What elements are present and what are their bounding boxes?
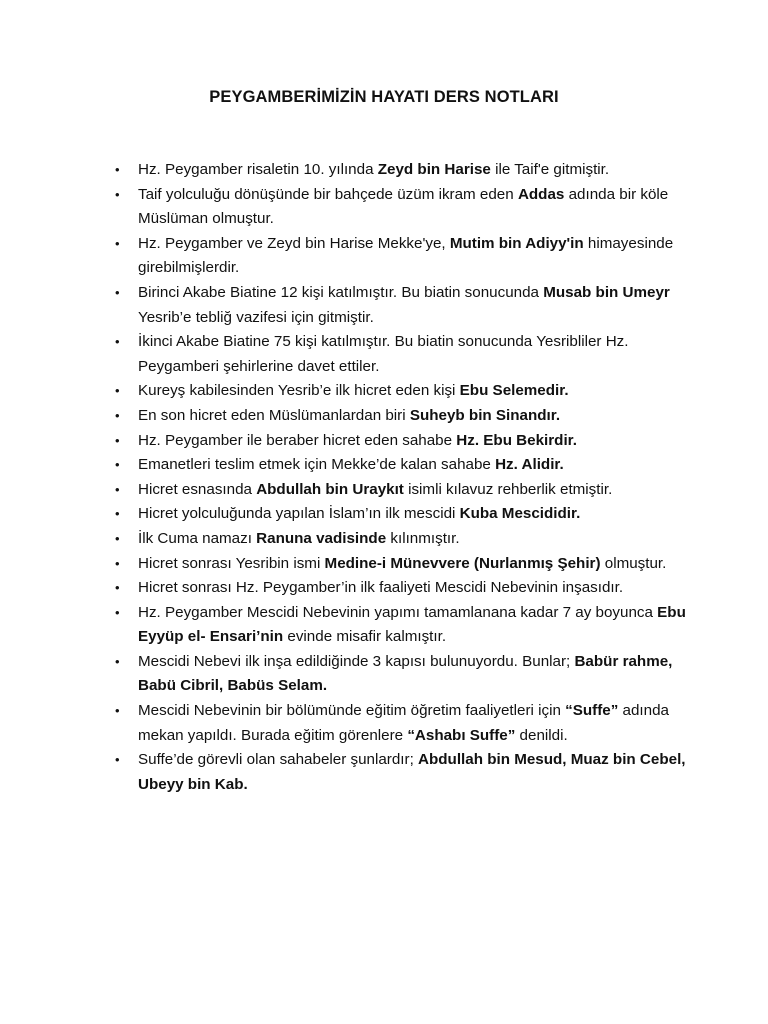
list-item — [112, 502, 692, 527]
bullet-icon: • — [115, 284, 120, 300]
bullet-icon: • — [115, 530, 120, 546]
list-item — [112, 478, 692, 503]
item-text: adında mekan yapıldı. Burada eğitim görenlere — [138, 702, 669, 744]
list-item — [112, 650, 692, 699]
item-text: Hz. Peygamber ile beraber hicret eden sahabe — [138, 431, 457, 449]
item-text: Mescidi Nebevinin bir bölümünde eğitim öğretim faaliyetleri için — [138, 702, 566, 720]
bullet-icon: • — [115, 432, 120, 448]
bold-text: “Ashabı Suffe” — [407, 726, 516, 744]
bold-text: Musab bin Umeyr — [543, 283, 670, 301]
list-item — [112, 404, 692, 429]
bullet-icon: • — [115, 407, 120, 423]
list-item — [112, 429, 692, 454]
bullet-icon: • — [115, 555, 120, 571]
list-item — [112, 748, 692, 797]
list-item — [112, 552, 692, 577]
bold-text: Abdullah bin Uraykıt — [256, 480, 404, 498]
bold-text: “Suffe” — [565, 702, 619, 720]
item-text: Taif yolculuğu dönüşünde bir bahçede üzüm ikram eden — [138, 185, 518, 203]
list-item — [112, 330, 692, 379]
bold-text: Addas — [517, 185, 565, 203]
item-text: Hz. Peygamber ve Zeyd bin Harise Mekke'ye, — [138, 234, 450, 252]
bold-text: Medine-i Münevvere (Nurlanmış Şehir) — [324, 554, 601, 572]
bullet-icon: • — [115, 580, 120, 596]
bullet-icon: • — [115, 481, 120, 497]
bold-text: Ebu Eyyüp el- Ensari’nin — [138, 603, 686, 646]
item-text: Hz. Peygamber risaletin 10. yılında — [138, 161, 378, 178]
item-text: Hz. Peygamber Mescidi Nebevinin yapımı tamamlanana kadar 7 ay boyunca — [138, 603, 658, 621]
bold-text: Ranuna vadisinde — [256, 529, 387, 547]
bold-text: Suheyb bin Sinandır. — [409, 406, 561, 424]
item-text: ile Taif'e gitmiştir. — [490, 161, 610, 178]
bold-text: Kuba Mescididir. — [459, 505, 581, 523]
list-item — [112, 232, 692, 281]
list-item — [112, 183, 692, 232]
list-item — [112, 601, 692, 650]
bold-text: Babür rahme, Babü Cibril, Babüs Selam. — [138, 652, 673, 695]
bullet-icon: • — [115, 604, 120, 620]
bullet-icon: • — [115, 383, 120, 399]
bullet-icon: • — [115, 334, 120, 350]
list-item — [112, 699, 692, 748]
bullet-icon: • — [115, 752, 120, 768]
item-text: isimli kılavuz rehberlik etmiştir. — [403, 480, 613, 498]
bullet-icon: • — [115, 506, 120, 522]
item-text: olmuştur. — [600, 554, 667, 572]
item-text: Hicret sonrası Hz. Peygamber’in ilk faaliyeti Mescidi Nebevinin inşasıdır. — [138, 579, 624, 597]
bullet-icon: • — [115, 457, 120, 473]
item-text: evinde misafir kalmıştır. — [283, 628, 447, 646]
item-text: Hicret sonrası Yesribin ismi — [138, 554, 325, 572]
notes-list — [112, 158, 692, 797]
list-item — [112, 576, 692, 601]
item-text: Emanetleri teslim etmek için Mekke’de kalan sahabe — [138, 456, 496, 474]
list-item — [112, 527, 692, 552]
item-text: Birinci Akabe Biatine 12 kişi katılmıştır. Bu biatin sonucunda — [138, 283, 544, 301]
bullet-icon: • — [115, 703, 120, 719]
item-text: Suffe’de görevli olan sahabeler şunlardır; — [138, 751, 419, 769]
item-text: denildi. — [515, 726, 568, 744]
bold-text: Mutim bin Adiyy'in — [449, 234, 584, 252]
list-item — [112, 379, 692, 404]
list-item — [112, 158, 692, 183]
item-text: adında bir köle Müslüman olmuştur. — [138, 185, 669, 228]
bullet-icon: • — [115, 186, 120, 202]
item-text: En son hicret eden Müslümanlardan biri — [138, 406, 410, 424]
bold-text: Abdullah bin Mesud, Muaz bin Cebel, Ubeyy bin Kab. — [138, 751, 686, 793]
item-text: Hicret esnasında — [138, 480, 257, 498]
item-text: Kureyş kabilesinden Yesrib’e ilk hicret eden kişi — [138, 382, 460, 400]
list-item — [112, 281, 692, 330]
item-text: Mescidi Nebevi ilk inşa edildiğinde 3 kapısı bulunuyordu. Bunlar; — [138, 652, 575, 670]
bold-text: Ebu Selemedir. — [459, 382, 569, 400]
item-text: Yesrib’e tebliğ vazifesi için gitmiştir. — [138, 308, 374, 326]
bullet-icon: • — [115, 653, 120, 669]
list-item — [112, 453, 692, 478]
item-text: Hicret yolculuğunda yapılan İslam’ın ilk mescidi — [138, 505, 460, 523]
item-text: kılınmıştır. — [386, 529, 460, 547]
bullet-icon: • — [115, 162, 120, 177]
item-text: himayesinde girebilmişlerdir. — [138, 234, 674, 277]
bullet-icon: • — [115, 235, 120, 251]
item-text: İkinci Akabe Biatine 75 kişi katılmıştır. Bu biatin sonucunda Yesribliler Hz. Peygamberi şehirlerine davet ettiler. — [138, 333, 629, 375]
page-title: PEYGAMBERİMİZİN HAYATI DERS NOTLARI — [209, 88, 559, 106]
bold-text: Zeyd bin Harise — [377, 161, 491, 178]
bold-text: Hz. Alidir. — [495, 456, 564, 474]
item-text: İlk Cuma namazı — [138, 529, 257, 547]
bold-text: Hz. Ebu Bekirdir. — [456, 431, 577, 449]
